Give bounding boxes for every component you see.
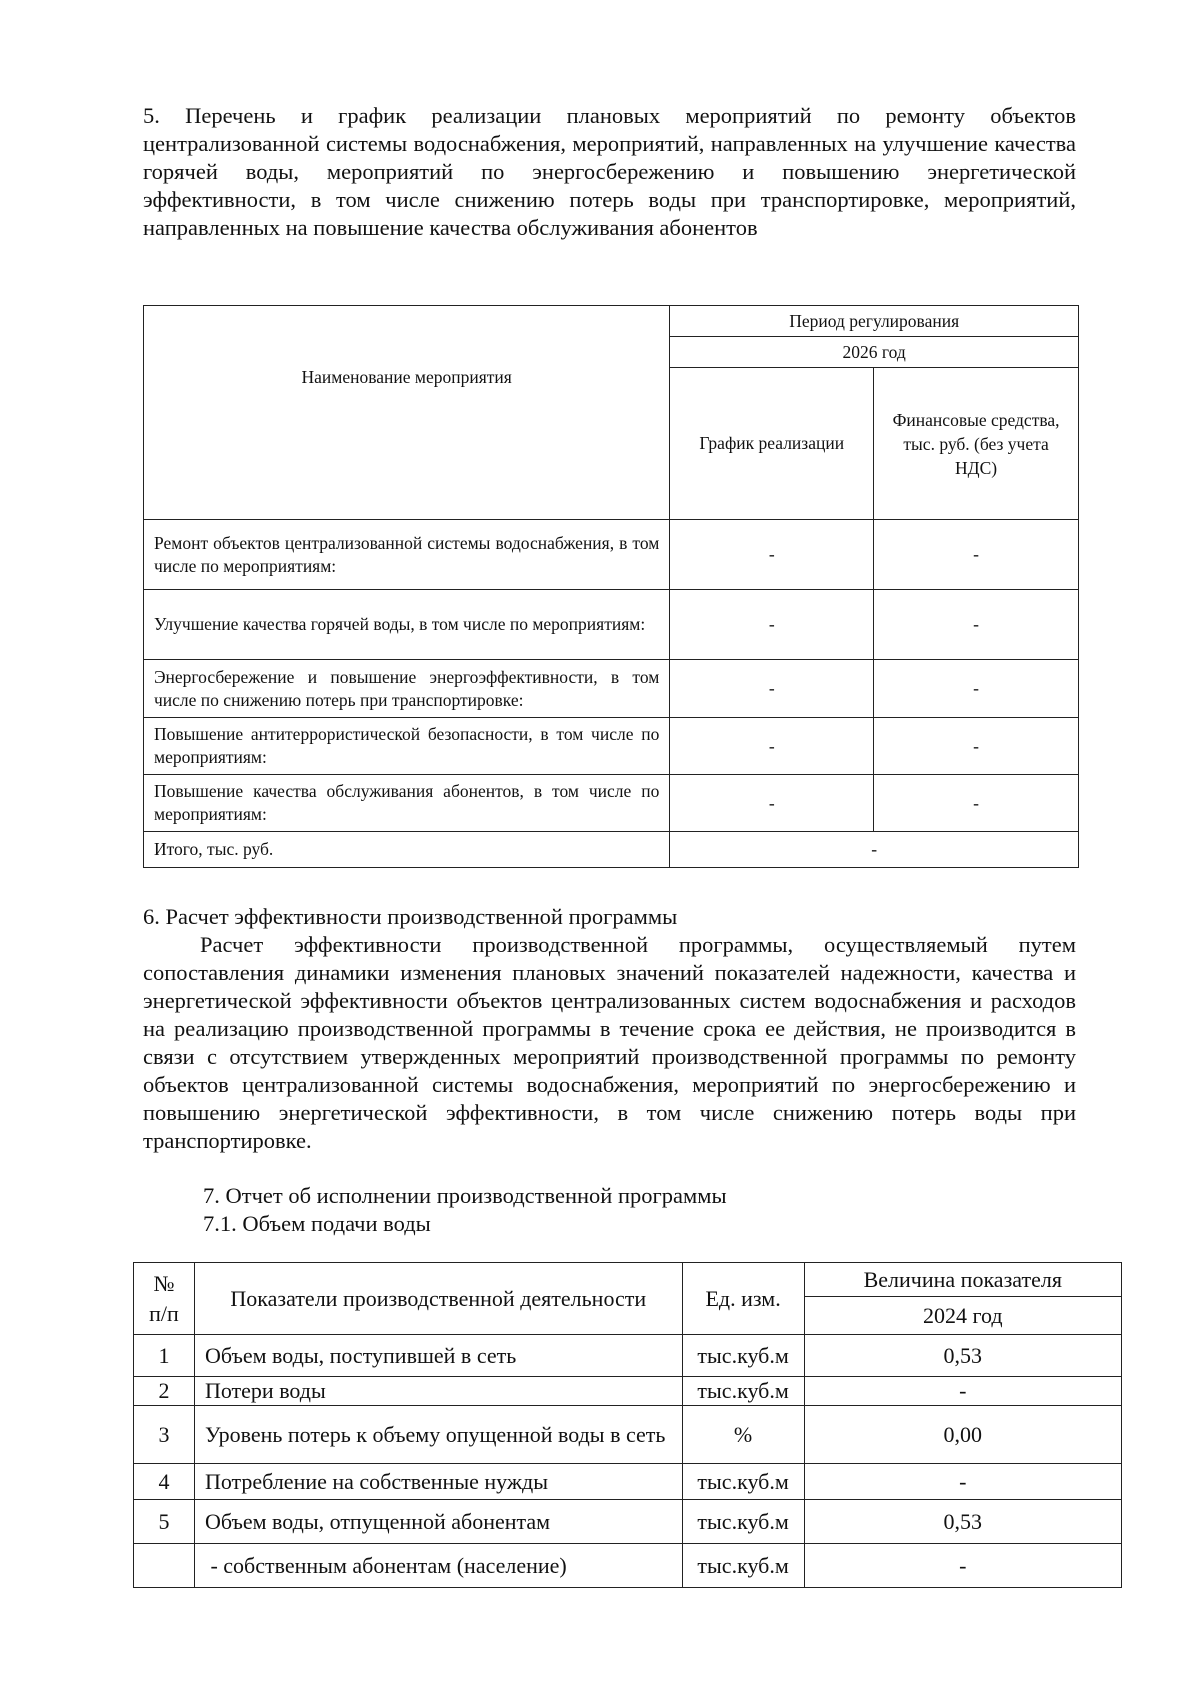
table-row (144, 660, 1079, 718)
table-row (144, 590, 1079, 660)
row-unit: тыс.куб.м (682, 1544, 804, 1588)
section-5-heading: 5. Перечень и график реализации плановых мероприятий по ремонту объектов централизованной системы водоснабжения, мероприятий, направленных на улучшение качества горячей воды, мероприятий по энергосбережению и повышению энергетической эффективности, в том числе снижению потерь воды при транспортировке, мероприятий, направленных на повышение качества обслуживания абонентов (143, 103, 1076, 240)
activity-schedule: - (670, 660, 874, 718)
header-value: Величина показателя (804, 1263, 1121, 1297)
header-activity-name: Наименование мероприятия (144, 306, 670, 520)
row-indicator: Уровень потерь к объему опущенной воды в сеть (194, 1406, 682, 1464)
table-row (134, 1406, 1122, 1464)
row-indicator: Потребление на собственные нужды (194, 1464, 682, 1500)
total-label: Итого, тыс. руб. (144, 832, 670, 868)
row-num: 2 (134, 1377, 195, 1406)
row-indicator: Потери воды (194, 1377, 682, 1406)
row-indicator: - собственным абонентам (население) (194, 1544, 682, 1588)
activity-finance: - (874, 775, 1079, 832)
table-row (134, 1377, 1122, 1406)
activity-name: Энергосбережение и повышение энергоэффективности, в том числе по снижению потерь при транспортировке: (144, 660, 670, 718)
activity-schedule: - (670, 775, 874, 832)
activity-name: Улучшение качества горячей воды, в том числе по мероприятиям: (144, 590, 670, 660)
row-unit: тыс.куб.м (682, 1335, 804, 1377)
activity-finance: - (874, 520, 1079, 590)
table-total-row (144, 832, 1079, 868)
header-schedule: График реализации (670, 368, 874, 520)
header-year: 2026 год (670, 337, 1079, 368)
table-row (134, 1464, 1122, 1500)
header-year: 2024 год (804, 1297, 1121, 1335)
row-num: 3 (134, 1406, 195, 1464)
row-value: 0,53 (804, 1500, 1121, 1544)
row-indicator: Объем воды, отпущенной абонентам (194, 1500, 682, 1544)
row-value: - (804, 1544, 1121, 1588)
header-num: № п/п (134, 1263, 195, 1335)
section-6-heading: 6. Расчет эффективности производственной программы (143, 904, 678, 929)
row-value: 0,00 (804, 1406, 1121, 1464)
section-7-1-heading: 7.1. Объем подачи воды (203, 1211, 431, 1236)
total-value: - (670, 832, 1079, 868)
activity-finance: - (874, 590, 1079, 660)
header-unit: Ед. изм. (682, 1263, 804, 1335)
header-indicator: Показатели производственной деятельности (194, 1263, 682, 1335)
header-finance: Финансовые средства, тыс. руб. (без учета НДС) (874, 368, 1079, 520)
activities-table (143, 305, 1079, 868)
row-value: - (804, 1377, 1121, 1406)
row-indicator: Объем воды, поступившей в сеть (194, 1335, 682, 1377)
section-6-body (143, 931, 1076, 1155)
row-num (134, 1544, 195, 1588)
row-num: 5 (134, 1500, 195, 1544)
header-period: Период регулирования (670, 306, 1079, 337)
activity-schedule: - (670, 520, 874, 590)
row-value: 0,53 (804, 1335, 1121, 1377)
table-row (134, 1335, 1122, 1377)
table-row (144, 520, 1079, 590)
row-num: 1 (134, 1335, 195, 1377)
table-row (144, 718, 1079, 775)
activity-name: Повышение качества обслуживания абонентов, в том числе по мероприятиям: (144, 775, 670, 832)
row-num: 4 (134, 1464, 195, 1500)
table-row (134, 1544, 1122, 1588)
row-unit: тыс.куб.м (682, 1464, 804, 1500)
activity-finance: - (874, 660, 1079, 718)
activity-name: Повышение антитеррористической безопасности, в том числе по мероприятиям: (144, 718, 670, 775)
table-row (144, 775, 1079, 832)
row-unit: тыс.куб.м (682, 1500, 804, 1544)
section-7-heading: 7. Отчет об исполнении производственной программы (203, 1183, 727, 1208)
table-row (134, 1500, 1122, 1544)
row-unit: тыс.куб.м (682, 1377, 804, 1406)
activity-schedule: - (670, 718, 874, 775)
row-value: - (804, 1464, 1121, 1500)
activity-name: Ремонт объектов централизованной системы водоснабжения, в том числе по мероприятиям: (144, 520, 670, 590)
activity-finance: - (874, 718, 1079, 775)
activity-schedule: - (670, 590, 874, 660)
row-unit: % (682, 1406, 804, 1464)
water-supply-table (133, 1262, 1122, 1588)
section-6-text: Расчет эффективности производственной программы, осуществляемый путем сопоставления динамики изменения плановых значений показателей надежности, качества и энергетической эффективности объектов централизованных систем водоснабжения и расходов на реализацию производственной программы в течение срока ее действия, не производится в связи с отсутствием утвержденных мероприятий производственной программы по ремонту объектов централизованной системы водоснабжения, мероприятий по энергосбережению и повышению энергетической эффективности, в том числе снижению потерь воды при транспортировке. (143, 932, 1076, 1153)
